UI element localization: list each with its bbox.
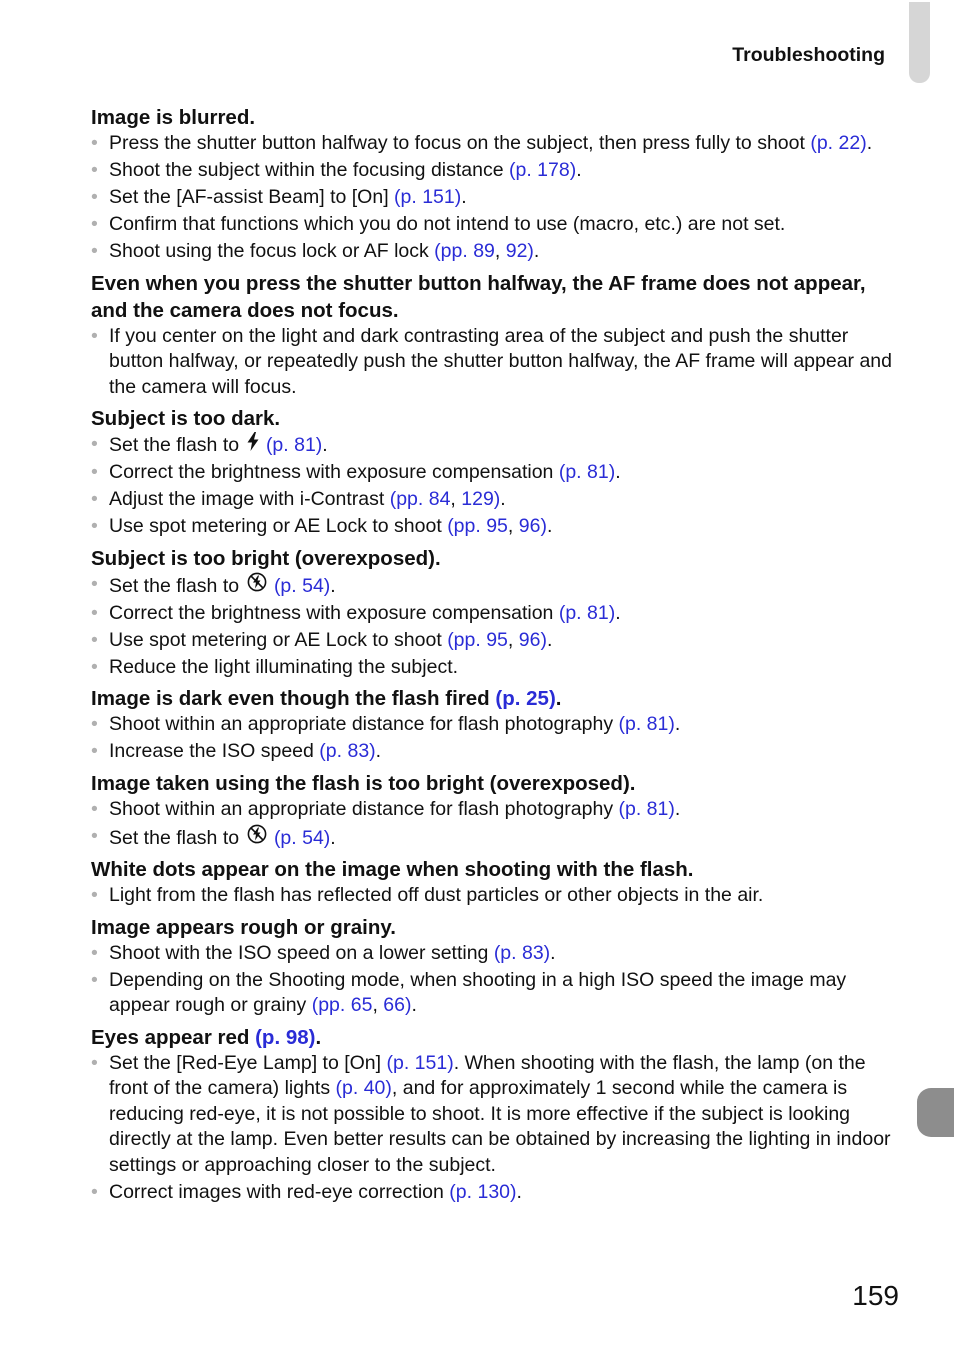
text-run: . <box>555 687 562 710</box>
text-run: . <box>322 434 328 456</box>
page-reference-link[interactable]: (p. 130) <box>449 1180 517 1203</box>
text-run: Shoot the subject within the focusing distance <box>109 159 509 181</box>
text-run: . <box>615 601 621 624</box>
text-run: , <box>507 628 519 651</box>
text-run: Set the flash to <box>109 574 245 597</box>
text-run: Set the flash to <box>109 434 245 456</box>
bullet-item <box>91 432 901 459</box>
page-reference-link[interactable]: (p. 22) <box>810 132 867 154</box>
text-run: Set the [Red-Eye Lamp] to [On] <box>109 1051 387 1074</box>
text-run: . <box>546 628 553 651</box>
text-run: Correct images with red-eye correction <box>109 1180 450 1203</box>
page-reference-link[interactable]: (pp. 89 <box>434 240 495 262</box>
section-heading: White dots appear on the image when shooting with the flash. <box>91 858 694 881</box>
text-run: Shoot within an appropriate distance for flash photography <box>109 713 619 735</box>
bullet-item <box>91 968 901 1019</box>
text-run: Light from the flash has reflected off dust particles or other objects in the air. <box>109 884 764 906</box>
page-reference-link[interactable]: (pp. 65 <box>311 994 373 1016</box>
text-run: Increase the ISO speed <box>109 740 320 762</box>
text-run: . <box>866 132 873 154</box>
bullet-item <box>91 487 901 513</box>
text-run: . <box>330 574 336 597</box>
bullet-list <box>91 324 901 401</box>
section-heading <box>91 1024 901 1051</box>
flash-on-icon <box>247 432 259 459</box>
text-run: Eyes appear red <box>91 1025 256 1049</box>
troubleshooting-section <box>91 270 901 401</box>
page-reference-link[interactable]: (p. 81) <box>265 434 323 456</box>
page-reference-link[interactable]: (p. 25) <box>495 687 556 710</box>
page-reference-link[interactable]: (p. 40) <box>335 1077 392 1099</box>
bullet-list <box>91 941 901 1019</box>
text-run: . <box>550 941 556 964</box>
page-reference-link[interactable]: (p. 81) <box>618 713 675 735</box>
troubleshooting-section <box>91 914 901 1019</box>
page-reference-link[interactable]: (p. 81) <box>618 797 675 820</box>
troubleshooting-content <box>91 104 901 1210</box>
bullet-item <box>91 514 901 540</box>
section-edge-tab <box>917 1088 954 1137</box>
bullet-list <box>91 797 901 852</box>
section-heading: Even when you press the shutter button halfway, the AF frame does not appear, and the camera does not focus. <box>91 271 866 322</box>
text-run: . <box>375 740 382 762</box>
troubleshooting-section <box>91 685 901 765</box>
page-reference-link[interactable]: (p. 83) <box>319 740 376 762</box>
text-run: , <box>507 515 519 537</box>
text-run: Reduce the light illuminating the subject. <box>109 655 459 678</box>
bullet-item <box>91 655 901 681</box>
bullet-list <box>91 1051 901 1206</box>
text-run: Press the shutter button halfway to focus on the subject, then press fully to shoot <box>109 132 811 154</box>
text-run: . <box>516 1180 522 1203</box>
bullet-item <box>91 824 901 852</box>
text-run: . <box>576 159 582 181</box>
text-run: . <box>330 826 336 849</box>
bullet-list <box>91 712 901 765</box>
page-reference-link[interactable]: 96) <box>518 515 547 537</box>
page-reference-link[interactable]: (pp. 95 <box>447 628 508 651</box>
page-reference-link[interactable]: (p. 178) <box>509 159 577 181</box>
text-run: . <box>461 186 467 208</box>
page-reference-link[interactable]: (pp. 84 <box>389 488 451 510</box>
section-heading <box>91 685 901 712</box>
chapter-edge-tab <box>909 2 930 83</box>
running-header: Troubleshooting <box>732 44 885 66</box>
section-heading: Image taken using the flash is too bright (overexposed). <box>91 771 636 795</box>
text-run: . <box>411 994 417 1016</box>
text-run: . <box>546 515 553 537</box>
bullet-list <box>91 572 901 681</box>
section-heading: Subject is too dark. <box>91 407 281 430</box>
text-run: Shoot within an appropriate distance for flash photography <box>109 797 619 820</box>
page-reference-link[interactable]: 96) <box>518 628 547 651</box>
troubleshooting-section <box>91 1024 901 1206</box>
page-reference-link[interactable]: 66) <box>383 994 412 1016</box>
text-run: If you center on the light and dark contrasting area of the subject and push the shutter button halfway, or repeatedly push the shutter button halfway, the AF frame will appear and the camera will focus. <box>109 324 892 398</box>
bullet-item <box>91 1180 901 1206</box>
troubleshooting-section <box>91 545 901 681</box>
bullet-item <box>91 797 901 823</box>
section-heading: Image is blurred. <box>91 106 256 129</box>
text-run: . <box>500 488 506 510</box>
text-run: Use spot metering or AE Lock to shoot <box>109 515 448 537</box>
text-run: Correct the brightness with exposure compensation <box>109 601 559 624</box>
bullet-list <box>91 883 901 909</box>
troubleshooting-section <box>91 856 901 909</box>
bullet-list <box>91 432 901 540</box>
text-run: . When shooting with the flash, the lamp (on the front of the camera) lights <box>109 1051 866 1099</box>
text-run: Correct the brightness with exposure compensation <box>109 461 559 483</box>
bullet-item <box>91 883 901 909</box>
page-reference-link[interactable]: (p. 81) <box>558 601 616 624</box>
page-reference-link[interactable]: (p. 151) <box>394 186 462 208</box>
troubleshooting-section <box>91 104 901 265</box>
flash-off-icon <box>247 824 267 852</box>
text-run: , <box>494 240 506 262</box>
bullet-item <box>91 131 901 157</box>
bullet-item <box>91 739 901 765</box>
page-reference-link[interactable]: (p. 151) <box>386 1051 454 1074</box>
section-heading: Image appears rough or grainy. <box>91 915 396 939</box>
page-reference-link[interactable]: (p. 98) <box>255 1025 316 1049</box>
bullet-item <box>91 601 901 627</box>
text-run: Use spot metering or AE Lock to shoot <box>109 628 448 651</box>
text-run: . <box>315 1025 322 1049</box>
page-reference-link[interactable]: (p. 54) <box>273 826 331 849</box>
bullet-item <box>91 212 901 238</box>
text-run: Set the [AF-assist Beam] to [On] <box>109 186 395 208</box>
section-heading: Subject is too bright (overexposed). <box>91 546 441 570</box>
troubleshooting-section <box>91 405 901 540</box>
bullet-item <box>91 239 901 265</box>
page-reference-link[interactable]: 92) <box>505 240 534 262</box>
text-run: , <box>450 488 462 510</box>
bullet-item <box>91 628 901 654</box>
page-reference-link[interactable]: (p. 83) <box>493 941 551 964</box>
text-run: . <box>533 240 540 262</box>
page-number: 159 <box>852 1280 899 1311</box>
text-run: Shoot with the ISO speed on a lower setting <box>109 941 494 964</box>
bullet-item <box>91 158 901 184</box>
bullet-item <box>91 572 901 600</box>
page-reference-link[interactable]: (pp. 95 <box>447 515 508 537</box>
text-run: , and for approximately 1 second while the camera is reducing red-eye, it is not possible to shoot. It is more effective if the subject is looking directly at the lamp. Even better results can be obtained by increasing the lighting in indoor settings or approaching closer to the subject. <box>109 1077 891 1176</box>
bullet-item <box>91 185 901 211</box>
page-reference-link[interactable]: 129) <box>461 488 501 510</box>
text-run: Image is dark even though the flash fired <box>91 687 496 710</box>
text-run: Adjust the image with i-Contrast <box>109 488 390 510</box>
text-run: Shoot using the focus lock or AF lock <box>109 240 435 262</box>
text-run: Depending on the Shooting mode, when shooting in a high ISO speed the image may appear rough or grainy <box>109 968 847 1016</box>
bullet-item <box>91 941 901 967</box>
text-run: Set the flash to <box>109 826 245 849</box>
flash-off-icon <box>247 572 267 600</box>
text-run: . <box>615 461 621 483</box>
text-run: . <box>674 797 681 820</box>
text-run: Confirm that functions which you do not intend to use (macro, etc.) are not set. <box>109 213 786 235</box>
text-run: . <box>674 713 681 735</box>
bullet-item <box>91 460 901 486</box>
bullet-item <box>91 712 901 738</box>
page-reference-link[interactable]: (p. 54) <box>273 574 331 597</box>
text-run: , <box>372 994 384 1016</box>
bullet-item <box>91 324 901 401</box>
bullet-list <box>91 131 901 265</box>
page-reference-link[interactable]: (p. 81) <box>558 461 616 483</box>
troubleshooting-section <box>91 770 901 852</box>
bullet-item <box>91 1051 901 1179</box>
